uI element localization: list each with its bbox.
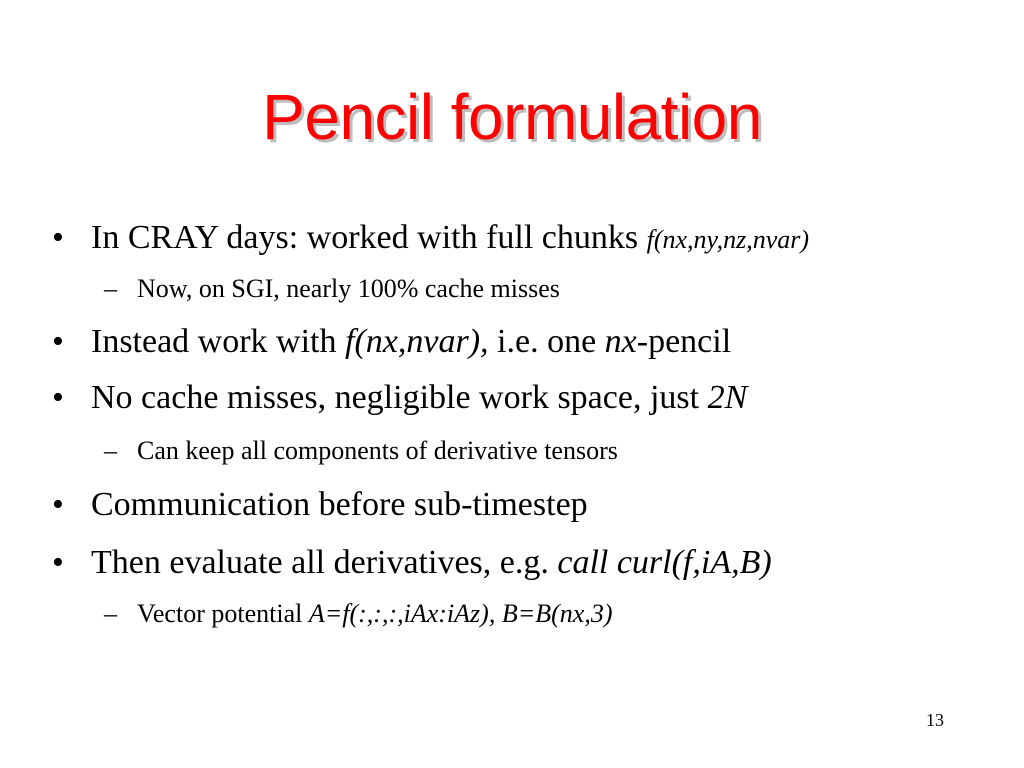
dash-icon: – [104,599,117,628]
sub-bullet-text: Can keep all components of derivative tensors [137,436,618,465]
sub-bullet-math: A=f(:,:,:,iAx:iAz), B=B(nx,3) [308,599,613,628]
sub-bullet-text: Vector potential [137,599,309,628]
bullet-math: 2N [707,379,748,416]
dash-icon: – [104,436,117,465]
sub-bullet-item [104,273,560,305]
bullet-icon: • [52,379,64,416]
bullet-item [52,218,809,260]
bullet-text: Then evaluate all derivatives, e.g. [91,544,558,581]
bullet-icon: • [52,544,64,581]
sub-bullet-item [104,435,618,467]
bullet-text: -pencil [636,323,732,360]
slide-title-text: Pencil formulation [262,81,762,153]
bullet-item [52,378,747,418]
bullet-icon: • [52,219,64,256]
bullet-math: f(nx,ny,nz,nvar) [646,225,810,254]
bullet-icon: • [52,323,64,360]
bullet-text: Communication before sub-timestep [91,486,588,523]
bullet-item [52,485,588,525]
sub-bullet-item [104,598,612,630]
bullet-text: i.e. one [488,323,605,360]
bullet-item [52,543,772,583]
dash-icon: – [104,274,117,303]
bullet-math: f(nx,nvar), [345,323,489,360]
bullet-icon: • [52,486,64,523]
bullet-text: In CRAY days: worked with full chunks [91,219,647,256]
slide-title [0,80,1024,154]
bullet-math: call curl(f,iA,B) [557,544,772,581]
sub-bullet-text: Now, on SGI, nearly 100% cache misses [137,274,560,303]
bullet-item [52,322,731,362]
page-number: 13 [926,710,944,730]
bullet-text: Instead work with [91,323,346,360]
bullet-math: nx [604,323,637,360]
bullet-text: No cache misses, negligible work space, just [91,379,708,416]
